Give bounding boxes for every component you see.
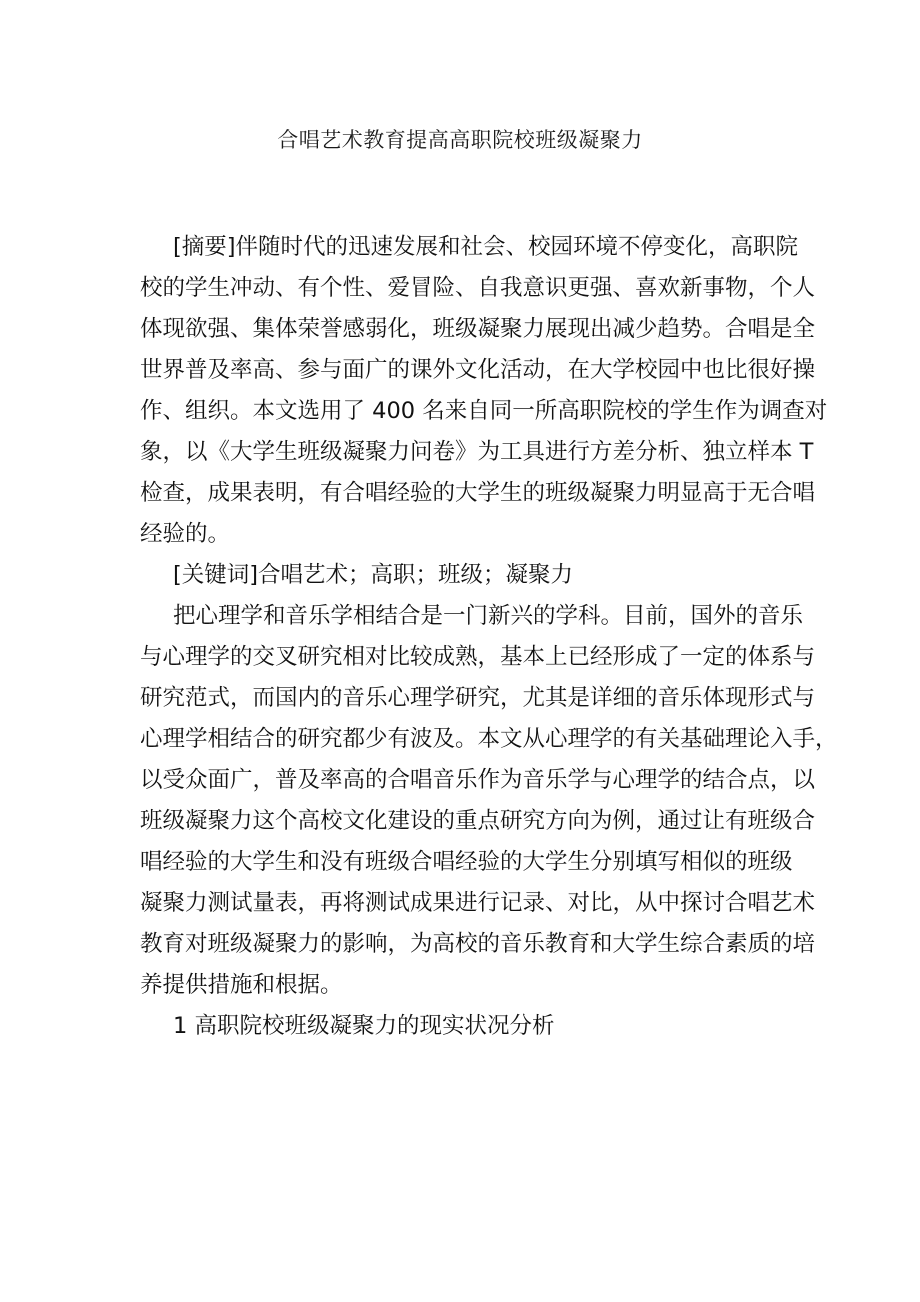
abstract-line: [摘要]伴随时代的迅速发展和社会、校园环境不停变化，高职院 (173, 234, 799, 260)
document-title: 合唱艺术教育提高高职院校班级凝聚力 (277, 128, 643, 152)
intro-line: 与心理学的交叉研究相对比较成熟，基本上已经形成了一定的体系与 (140, 644, 816, 670)
intro-line: 心理学相结合的研究都少有波及。本文从心理学的有关基础理论入手， (140, 726, 838, 752)
section-heading: 1 高职院校班级凝聚力的现实状况分析 (173, 1013, 555, 1039)
abstract-line: 体现欲强、集体荣誉感弱化，班级凝聚力展现出减少趋势。合唱是全 (140, 316, 816, 342)
intro-line: 班级凝聚力这个高校文化建设的重点研究方向为例，通过让有班级合 (140, 808, 816, 834)
keywords-line: [关键词]合唱艺术；高职；班级；凝聚力 (173, 562, 574, 588)
intro-line: 唱经验的大学生和没有班级合唱经验的大学生分别填写相似的班级 (140, 849, 793, 875)
intro-line: 养提供措施和根据。 (140, 972, 343, 998)
abstract-line: 校的学生冲动、有个性、爱冒险、自我意识更强、喜欢新事物，个人 (140, 275, 816, 301)
abstract-line: 经验的。 (140, 521, 231, 547)
abstract-line: 检查，成果表明，有合唱经验的大学生的班级凝聚力明显高于无合唱 (140, 480, 816, 506)
abstract-line: 世界普及率高、参与面广的课外文化活动，在大学校园中也比很好操 (140, 357, 816, 383)
intro-line: 研究范式，而国内的音乐心理学研究，尤其是详细的音乐体现形式与 (140, 685, 816, 711)
intro-line: 以受众面广，普及率高的合唱音乐作为音乐学与心理学的结合点，以 (140, 767, 816, 793)
intro-line: 教育对班级凝聚力的影响，为高校的音乐教育和大学生综合素质的培 (140, 931, 816, 957)
abstract-line: 象，以《大学生班级凝聚力问卷》为工具进行方差分析、独立样本 T (140, 439, 814, 465)
intro-line: 凝聚力测试量表，再将测试成果进行记录、对比，从中探讨合唱艺术 (140, 890, 816, 916)
abstract-line: 作、组织。本文选用了 400 名来自同一所高职院校的学生作为调查对 (140, 398, 828, 424)
intro-line: 把心理学和音乐学相结合是一门新兴的学科。目前，国外的音乐 (173, 603, 804, 629)
